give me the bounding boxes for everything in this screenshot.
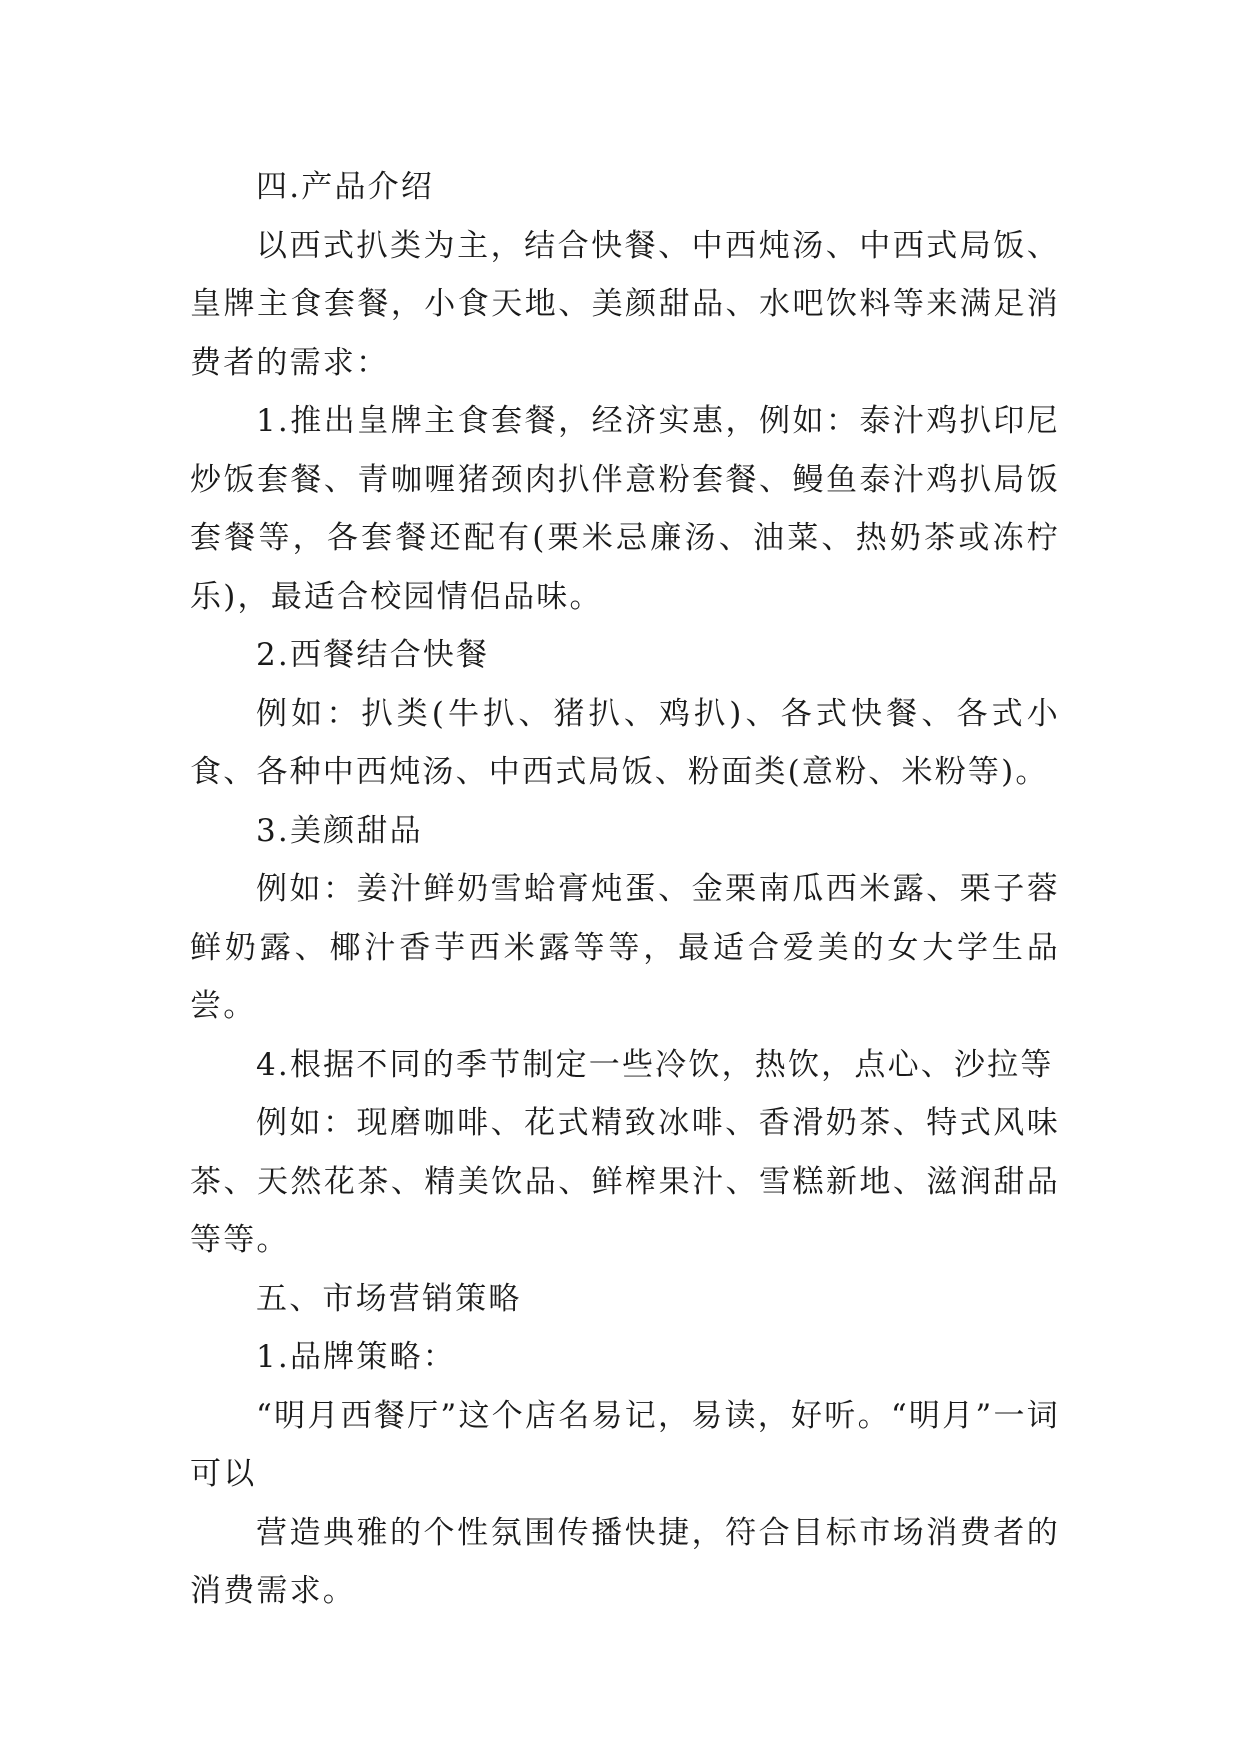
brand-name-paragraph: “明月西餐厅”这个店名易记，易读，好听。“明月”一词可以 [190,1397,1060,1492]
document-body [190,158,1060,1621]
product-overview-paragraph: 以西式扒类为主，结合快餐、中西炖汤、中西式局饭、皇牌主食套餐，小食天地、美颜甜品、水吧饮料等来满足消费者的需求： [190,227,1060,381]
seasonal-drinks-examples: 例如：现磨咖啡、花式精致冰啡、香滑奶茶、特式风味茶、天然花茶、精美饮品、鲜榨果汁、雪糕新地、滋润甜品等等。 [190,1105,1060,1258]
brand-atmosphere-paragraph: 营造典雅的个性氛围传播快捷，符合目标市场消费者的消费需求。 [190,1514,1060,1609]
section-heading-marketing: 五、市场营销策略 [256,1280,522,1317]
signature-set-meal-paragraph: 1.推出皇牌主食套餐，经济实惠，例如：泰汁鸡扒印尼炒饭套餐、青咖喱猪颈肉扒伴意粉套餐、鳗鱼泰汁鸡扒局饭套餐等，各套餐还配有(栗米忌廉汤、油菜、热奶茶或冻柠乐)，最适合校园情侣品味。 [190,403,1060,615]
beauty-dessert-heading: 3.美颜甜品 [256,812,423,849]
seasonal-drinks-heading: 4.根据不同的季节制定一些冷饮，热饮，点心、沙拉等 [256,1046,1054,1083]
brand-strategy-heading: 1.品牌策略： [256,1339,456,1375]
western-fastfood-heading: 2.西餐结合快餐 [256,637,490,673]
western-fastfood-examples: 例如：扒类(牛扒、猪扒、鸡扒)、各式快餐、各式小食、各种中西炖汤、中西式局饭、粉面类(意粉、米粉等)。 [190,695,1060,790]
beauty-dessert-examples: 例如：姜汁鲜奶雪蛤膏炖蛋、金栗南瓜西米露、栗子蓉鲜奶露、椰汁香芋西米露等等，最适合爱美的女大学生品尝。 [190,871,1060,1024]
section-heading-product-intro: 四.产品介绍 [256,169,435,205]
